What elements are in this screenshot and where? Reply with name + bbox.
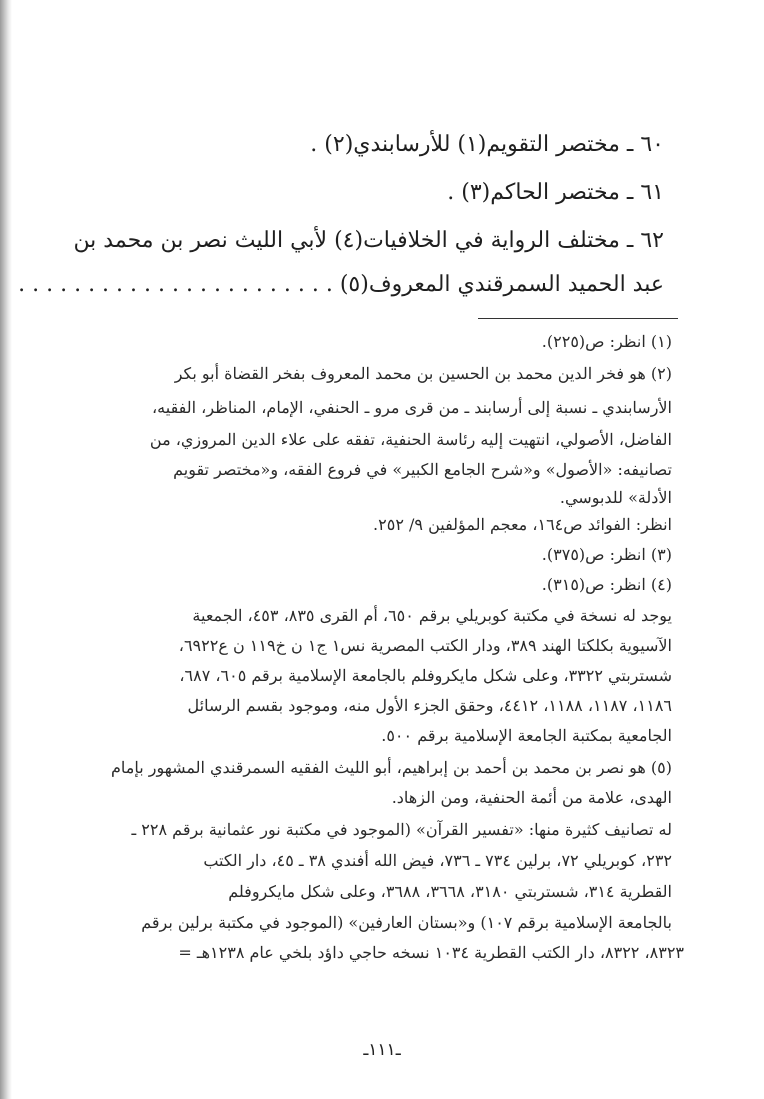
footnote-4-line-3: الآسيوية بكلكتا الهند ٣٨٩، ودار الكتب المصرية نس١ ج١ ن خ١١٩ ن ع٦٩٢٢،: [178, 636, 672, 655]
footnote-4-line-4: شستربتي ٣٣٢٢، وعلى شكل مايكروفلم بالجامعة الإسلامية برقم ٦٠٥، ٦٨٧،: [179, 666, 672, 685]
footnote-2-line-1: (٢) هو فخر الدين محمد بن الحسين بن محمد المعروف بفخر القضاة أبو بكر: [174, 364, 672, 383]
footnote-5-line-4: ٢٣٢، كوبريلي ٧٢، برلين ٧٣٤ ـ ٧٣٦، فيض الله أفندي ٣٨ ـ ٤٥، دار الكتب: [203, 851, 672, 870]
footnote-5-line-2: الهدى، علامة من أئمة الحنفية، ومن الزهاد.: [391, 788, 672, 807]
main-line-61: ٦١ ـ مختصر الحاكم(٣) .: [447, 180, 664, 205]
main-line-62: ٦٢ ـ مختلف الرواية في الخلافيات(٤) لأبي الليث نصر بن محمد بن: [73, 228, 664, 253]
footnote-2-line-4: تصانيفه: «الأصول» و«شرح الجامع الكبير» في فروع الفقه، و«مختصر تقويم: [173, 460, 672, 479]
footnote-2-line-5: الأدلة» للدبوسي.: [559, 488, 672, 507]
footnote-4: (٤) انظر: ص(٣١٥).: [541, 575, 672, 594]
footnote-2-line-3: الفاضل، الأصولي، انتهيت إليه رئاسة الحنفية، تفقه على علاء الدين المروزي، من: [149, 430, 672, 449]
page-number: ـ١١١ـ: [363, 1040, 401, 1060]
footnote-4-line-2: يوجد له نسخة في مكتبة كوبريلي برقم ٦٥٠، أم القرى ٨٣٥، ٤٥٣، الجمعية: [192, 606, 672, 625]
footnote-2-ref: انظر: الفوائد ص١٦٤، معجم المؤلفين ٩/ ٢٥٢.: [373, 515, 672, 534]
footnote-5: (٥) هو نصر بن محمد بن أحمد بن إبراهيم، أبو الليث الفقيه السمرقندي المشهور بإمام: [110, 758, 672, 777]
footnote-2-line-2: الأرسابندي ـ نسبة إلى أرسابند ـ من قرى مرو ـ الحنفي، الإمام، المناظر، الفقيه،: [152, 398, 672, 417]
footnote-5-line-7: ٨٣٢٣، ٨٣٢٢، دار الكتب القطرية ١٠٣٤ نسخه حاجي داؤد بلخي عام ١٢٣٨هـ =: [178, 943, 684, 962]
main-line-62-cont: عبد الحميد السمرقندي المعروف(٥) . . . . . . . . . . . . . . . . . . . . . . .: [18, 272, 664, 297]
footnote-4-line-6: الجامعية بمكتبة الجامعة الإسلامية برقم ٥٠٠.: [381, 726, 672, 745]
footnote-5-line-6: بالجامعة الإسلامية برقم ١٠٧) و«بستان العارفين» (الموجود في مكتبة برلين برقم: [141, 913, 672, 932]
page-edge-shadow: [0, 0, 12, 1099]
footnote-separator: [478, 318, 678, 319]
main-line-60: ٦٠ ـ مختصر التقويم(١) للأرسابندي(٢) .: [310, 132, 664, 157]
footnote-5-line-3: له تصانيف كثيرة منها: «تفسير القرآن» (الموجود في مكتبة نور عثمانية برقم ٢٢٨ ـ: [131, 820, 672, 839]
footnote-5-line-5: القطرية ٣١٤، شستربتي ٣١٨٠، ٣٦٦٨، ٣٦٨٨، وعلى شكل مايكروفلم: [228, 882, 672, 901]
footnote-4-line-5: ١١٨٦، ١١٨٧، ١١٨٨، ٤٤١٢، وحقق الجزء الأول منه، وموجود بقسم الرسائل: [187, 696, 672, 715]
footnote-3: (٣) انظر: ص(٣٧٥).: [541, 545, 672, 564]
footnote-1: (١) انظر: ص(٢٢٥).: [541, 332, 672, 351]
